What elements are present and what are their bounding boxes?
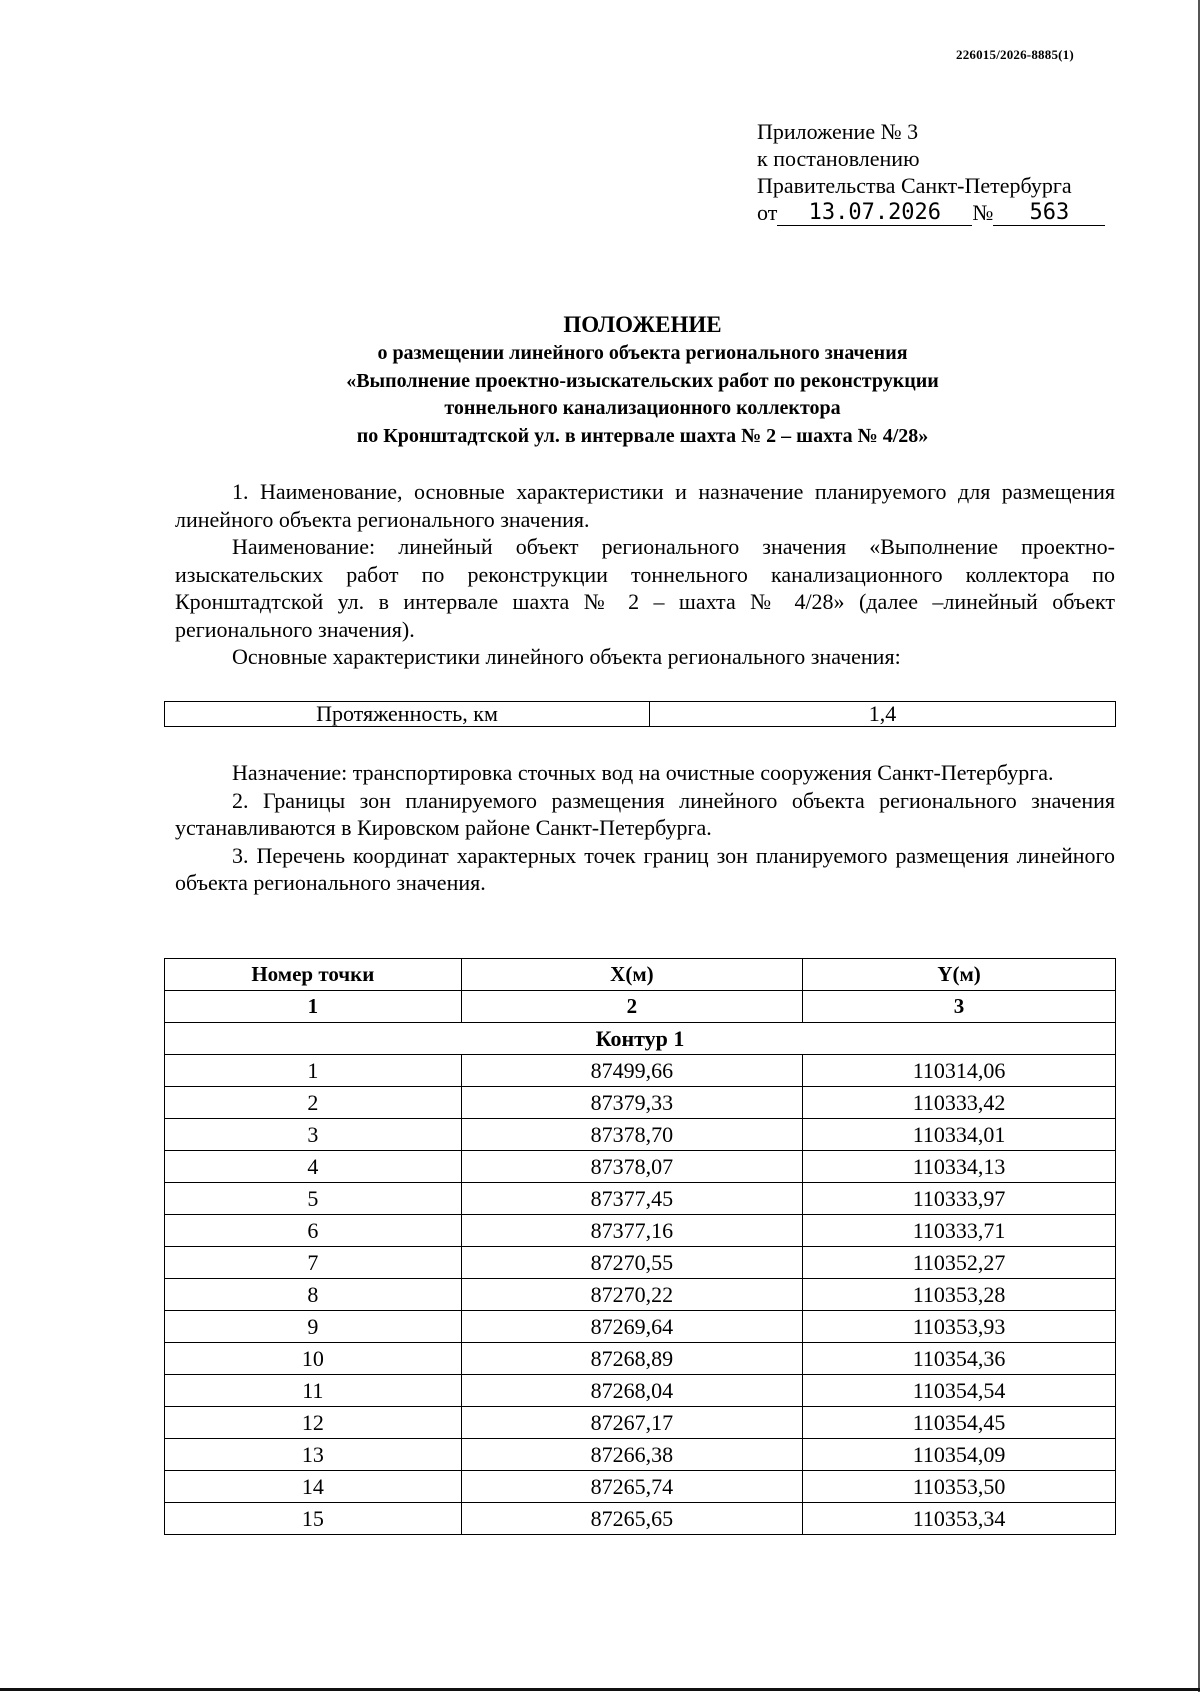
table-row [165,702,1116,727]
x-coordinate-cell: 87266,38 [461,1439,802,1471]
y-coordinate-cell: 110353,50 [803,1471,1116,1503]
table-row [165,1215,1116,1247]
table-header-row [165,959,1116,991]
column-number-1: 1 [165,991,462,1023]
x-coordinate-cell: 87268,04 [461,1375,802,1407]
table-row [165,1311,1116,1343]
y-coordinate-cell: 110334,01 [803,1119,1116,1151]
y-coordinate-cell: 110352,27 [803,1247,1116,1279]
x-coordinate-cell: 87265,74 [461,1471,802,1503]
annex-line-1: Приложение № 3 [757,119,919,144]
characteristic-value: 1,4 [650,702,1116,727]
header-y: Y(м) [803,959,1116,991]
number-label: № [972,200,994,225]
paragraph-coordinates: 3. Перечень координат характерных точек границ зон планируемого размещения линейного объекта регионального значения. [175,842,1115,895]
table-row [165,1151,1116,1183]
y-coordinate-cell: 110333,97 [803,1183,1116,1215]
column-number-2: 2 [461,991,802,1023]
section-2 [175,759,1115,897]
x-coordinate-cell: 87270,55 [461,1247,802,1279]
y-coordinate-cell: 110354,45 [803,1407,1116,1439]
x-coordinate-cell: 87267,17 [461,1407,802,1439]
header-x: X(м) [461,959,802,991]
table-row [165,1183,1116,1215]
paragraph-3: Основные характеристики линейного объекта регионального значения: [232,644,901,669]
page-edge-bottom [0,1688,1200,1691]
decree-number: 563 [993,201,1105,226]
x-coordinate-cell: 87265,65 [461,1503,802,1535]
table-row [165,1119,1116,1151]
point-number-cell: 15 [165,1503,462,1535]
point-number-cell: 2 [165,1087,462,1119]
x-coordinate-cell: 87268,89 [461,1343,802,1375]
table-row [165,1503,1116,1535]
table-row [165,1439,1116,1471]
y-coordinate-cell: 110353,93 [803,1311,1116,1343]
point-number-cell: 9 [165,1311,462,1343]
characteristics-table [164,701,1116,727]
coordinates-table [164,958,1116,1535]
document-title [170,310,1115,450]
point-number-cell: 13 [165,1439,462,1471]
annex-date-row [757,199,1105,226]
y-coordinate-cell: 110354,09 [803,1439,1116,1471]
header-point-number: Номер точки [165,959,462,991]
table-row [165,1279,1116,1311]
contour-label: Контур 1 [165,1023,1116,1055]
point-number-cell: 6 [165,1215,462,1247]
title-line-4: по Кронштадтской ул. в интервале шахта № 2 – шахта № 4/28» [356,424,929,447]
point-number-cell: 4 [165,1151,462,1183]
y-coordinate-cell: 110334,13 [803,1151,1116,1183]
x-coordinate-cell: 87377,16 [461,1215,802,1247]
title-line-3: тоннельного канализационного коллектора [444,397,841,419]
y-coordinate-cell: 110333,42 [803,1087,1116,1119]
table-row [165,1247,1116,1279]
table-row [165,1375,1116,1407]
table-row [165,1343,1116,1375]
point-number-cell: 1 [165,1055,462,1087]
x-coordinate-cell: 87269,64 [461,1311,802,1343]
from-label: от [757,200,778,225]
paragraph-1: 1. Наименование, основные характеристики и назначение планируемого для размещения линейного объекта регионального значения. [175,479,1115,532]
annex-line-3: Правительства Санкт-Петербурга [757,173,1072,198]
x-coordinate-cell: 87378,70 [461,1119,802,1151]
contour-row [165,1023,1116,1055]
title-line-2: «Выполнение проектно-изыскательских работ по реконструкции [346,369,939,392]
x-coordinate-cell: 87379,33 [461,1087,802,1119]
table-row [165,1055,1116,1087]
x-coordinate-cell: 87378,07 [461,1151,802,1183]
y-coordinate-cell: 110314,06 [803,1055,1116,1087]
decree-date: 13.07.2026 [777,201,972,226]
title-heading: ПОЛОЖЕНИЕ [563,312,722,337]
section-1 [175,478,1115,671]
point-number-cell: 14 [165,1471,462,1503]
table-row [165,1471,1116,1503]
table-row [165,1087,1116,1119]
point-number-cell: 10 [165,1343,462,1375]
y-coordinate-cell: 110333,71 [803,1215,1116,1247]
x-coordinate-cell: 87499,66 [461,1055,802,1087]
table-row [165,1407,1116,1439]
column-number-row [165,991,1116,1023]
annex-block [757,118,1105,226]
paragraph-2: Наименование: линейный объект регионального значения «Выполнение проектно-изыскательских работ по реконструкции тоннельного канализационного коллектора по Кронштадтской ул. в интервале шахта № 2 – шахта № 4/28» (далее –линейный объект регионального значения). [175,534,1115,642]
x-coordinate-cell: 87377,45 [461,1183,802,1215]
y-coordinate-cell: 110353,34 [803,1503,1116,1535]
y-coordinate-cell: 110354,54 [803,1375,1116,1407]
annex-line-2: к постановлению [757,146,920,171]
point-number-cell: 12 [165,1407,462,1439]
paragraph-purpose: Назначение: транспортировка сточных вод на очистные сооружения Санкт-Петербурга. [232,760,1054,785]
x-coordinate-cell: 87270,22 [461,1279,802,1311]
paragraph-boundaries: 2. Границы зон планируемого размещения линейного объекта регионального значения устанавливаются в Кировском районе Санкт-Петербурга. [175,787,1115,840]
characteristic-label: Протяженность, км [165,702,650,727]
point-number-cell: 5 [165,1183,462,1215]
document-number: 226015/2026-8885(1) [956,47,1074,62]
point-number-cell: 7 [165,1247,462,1279]
y-coordinate-cell: 110353,28 [803,1279,1116,1311]
point-number-cell: 3 [165,1119,462,1151]
column-number-3: 3 [803,991,1116,1023]
title-line-1: о размещении линейного объекта регионального значения [377,342,908,364]
point-number-cell: 8 [165,1279,462,1311]
y-coordinate-cell: 110354,36 [803,1343,1116,1375]
point-number-cell: 11 [165,1375,462,1407]
